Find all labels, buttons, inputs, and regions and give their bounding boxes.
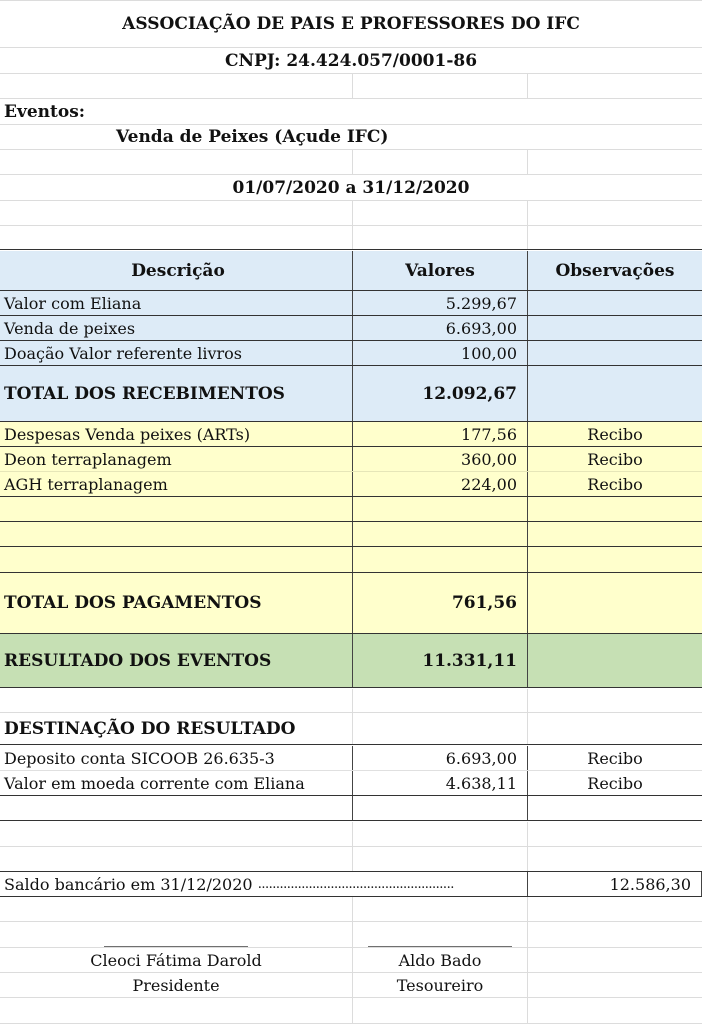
row-obs: Recibo bbox=[527, 447, 702, 471]
total-payments-row bbox=[0, 573, 702, 634]
row-obs bbox=[527, 316, 702, 340]
balance-dots: ...................................................... bbox=[257, 876, 454, 892]
signature-name-treasurer: Aldo Bado bbox=[352, 948, 527, 972]
table-row-empty bbox=[0, 547, 702, 573]
table-header bbox=[0, 251, 702, 291]
row-value: 224,00 bbox=[352, 472, 527, 496]
events-label-row bbox=[0, 99, 702, 125]
event-name-row bbox=[0, 125, 702, 150]
blank-row bbox=[0, 897, 702, 922]
blank-row bbox=[0, 689, 702, 713]
col-valores: Valores bbox=[352, 251, 527, 290]
table-row bbox=[0, 447, 702, 472]
cnpj-row bbox=[0, 48, 702, 74]
row-value: 177,56 bbox=[352, 422, 527, 446]
table-row bbox=[0, 422, 702, 447]
row-obs: Recibo bbox=[527, 472, 702, 496]
row-desc: AGH terraplanagem bbox=[4, 474, 168, 494]
row-desc: Despesas Venda peixes (ARTs) bbox=[4, 424, 251, 444]
row-value: 360,00 bbox=[352, 447, 527, 471]
table-row-empty bbox=[0, 497, 702, 522]
destination-title: DESTINAÇÃO DO RESULTADO bbox=[4, 718, 296, 739]
balance-value: 12.586,30 bbox=[527, 872, 702, 896]
result-label: RESULTADO DOS EVENTOS bbox=[4, 650, 272, 671]
row-obs: Recibo bbox=[527, 746, 702, 770]
event-name: Venda de Peixes (Açude IFC) bbox=[116, 127, 389, 147]
signature-names-row bbox=[0, 948, 702, 973]
total-receipts-value: 12.092,67 bbox=[352, 366, 527, 421]
signature-line-treasurer: __________________ bbox=[352, 922, 527, 947]
row-obs bbox=[527, 341, 702, 365]
table-row-empty bbox=[0, 522, 702, 547]
table-row-empty bbox=[0, 796, 702, 821]
signature-roles-row bbox=[0, 973, 702, 998]
balance-row bbox=[0, 872, 702, 897]
org-title: ASSOCIAÇÃO DE PAIS E PROFESSORES DO IFC bbox=[122, 14, 580, 34]
row-value: 100,00 bbox=[352, 341, 527, 365]
blank-row bbox=[0, 150, 702, 175]
row-value: 5.299,67 bbox=[352, 291, 527, 315]
row-desc: Deposito conta SICOOB 26.635-3 bbox=[4, 748, 275, 768]
row-value: 6.693,00 bbox=[352, 746, 527, 770]
period: 01/07/2020 a 31/12/2020 bbox=[232, 177, 470, 198]
title-row bbox=[0, 0, 702, 48]
cnpj: CNPJ: 24.424.057/0001-86 bbox=[224, 50, 478, 71]
col-descricao: Descrição bbox=[131, 260, 225, 281]
blank-row bbox=[0, 226, 702, 250]
total-payments-label: TOTAL DOS PAGAMENTOS bbox=[4, 593, 262, 613]
signature-role-treasurer: Tesoureiro bbox=[352, 973, 527, 997]
row-obs: Recibo bbox=[527, 422, 702, 446]
table-row bbox=[0, 472, 702, 497]
table-row bbox=[0, 291, 702, 316]
row-value: 6.693,00 bbox=[352, 316, 527, 340]
table-row bbox=[0, 771, 702, 796]
row-obs bbox=[527, 291, 702, 315]
signature-name-president: Cleoci Fátima Darold bbox=[90, 950, 262, 970]
blank-row bbox=[0, 201, 702, 226]
destination-title-row bbox=[0, 713, 702, 745]
period-row bbox=[0, 175, 702, 201]
blank-row bbox=[0, 74, 702, 99]
result-row bbox=[0, 634, 702, 688]
signature-role-president: Presidente bbox=[132, 975, 220, 995]
row-desc: Valor em moeda corrente com Eliana bbox=[4, 773, 305, 793]
table-row bbox=[0, 746, 702, 771]
blank-row bbox=[0, 998, 702, 1024]
row-desc: Doação Valor referente livros bbox=[4, 343, 243, 363]
table-row bbox=[0, 341, 702, 366]
total-receipts-row bbox=[0, 366, 702, 422]
row-desc: Valor com Eliana bbox=[4, 293, 142, 313]
table-row bbox=[0, 316, 702, 341]
total-payments-value: 761,56 bbox=[352, 573, 527, 633]
balance-label: Saldo bancário em 31/12/2020 bbox=[4, 874, 253, 894]
signature-line-president: __________________ bbox=[104, 928, 248, 947]
col-observacoes: Observações bbox=[527, 251, 702, 290]
signature-lines-row bbox=[0, 922, 702, 948]
row-desc: Deon terraplanagem bbox=[4, 449, 172, 469]
blank-row bbox=[0, 822, 702, 847]
row-value: 4.638,11 bbox=[352, 771, 527, 795]
result-value: 11.331,11 bbox=[352, 634, 527, 687]
blank-row bbox=[0, 847, 702, 872]
events-label: Eventos: bbox=[4, 101, 86, 122]
row-obs: Recibo bbox=[527, 771, 702, 795]
row-desc: Venda de peixes bbox=[4, 318, 136, 338]
total-receipts-label: TOTAL DOS RECEBIMENTOS bbox=[4, 383, 285, 404]
